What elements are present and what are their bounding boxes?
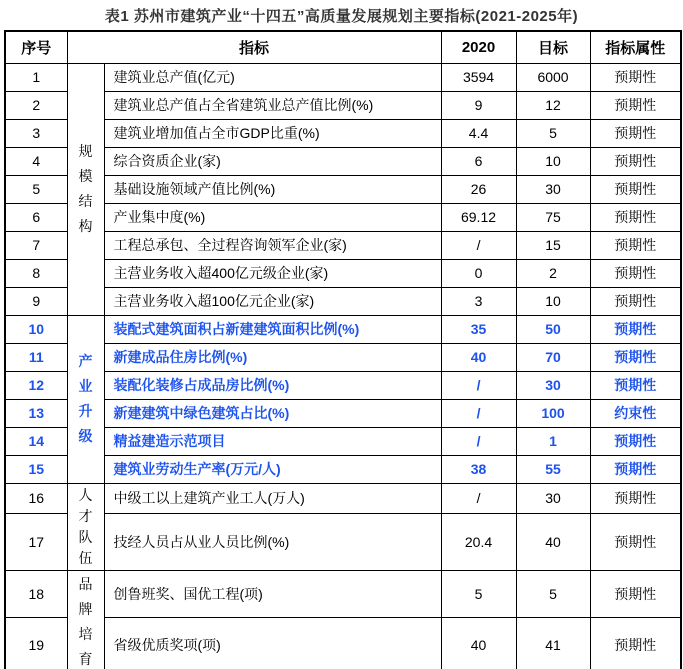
value-2020-cell: 3 [441,287,516,315]
attribute-cell: 预期性 [590,483,681,513]
table-row [5,513,681,570]
value-2020-cell: / [441,371,516,399]
attribute-cell: 预期性 [590,119,681,147]
value-2020-cell: 35 [441,315,516,343]
indicator-cell: 建筑业总产值(亿元) [104,63,441,91]
category-cell-brand-cultivation: 品牌培育 [67,570,104,669]
value-2020-cell: 6 [441,147,516,175]
attribute-cell: 预期性 [590,147,681,175]
value-2020-cell: 9 [441,91,516,119]
target-cell: 50 [516,315,590,343]
value-2020-cell: / [441,427,516,455]
attribute-cell: 预期性 [590,371,681,399]
table-row [5,371,681,399]
target-cell: 12 [516,91,590,119]
attribute-cell: 约束性 [590,399,681,427]
value-2020-cell: 40 [441,617,516,669]
target-cell: 10 [516,147,590,175]
table-row [5,147,681,175]
row-number-cell: 17 [5,513,67,570]
target-cell: 5 [516,570,590,617]
value-2020-cell: 20.4 [441,513,516,570]
category-cell-talent-team: 人才队伍 [67,483,104,570]
value-2020-cell: 38 [441,455,516,483]
attribute-cell: 预期性 [590,570,681,617]
table-row [5,427,681,455]
value-2020-cell: 4.4 [441,119,516,147]
table-row [5,483,681,513]
indicator-cell: 主营业务收入超100亿元企业(家) [104,287,441,315]
row-number-cell: 14 [5,427,67,455]
table-row [5,399,681,427]
category-cell-scale-structure: 规模结构 [67,63,104,315]
row-number-cell: 2 [5,91,67,119]
value-2020-cell: / [441,483,516,513]
indicators-table [4,30,682,669]
target-cell: 5 [516,119,590,147]
table-row [5,175,681,203]
indicator-cell: 创鲁班奖、国优工程(项) [104,570,441,617]
row-number-cell: 10 [5,315,67,343]
indicator-cell: 新建成品住房比例(%) [104,343,441,371]
attribute-cell: 预期性 [590,203,681,231]
indicator-cell: 建筑业总产值占全省建筑业总产值比例(%) [104,91,441,119]
table-row [5,119,681,147]
target-cell: 15 [516,231,590,259]
attribute-cell: 预期性 [590,315,681,343]
indicator-cell: 省级优质奖项(项) [104,617,441,669]
table-row [5,231,681,259]
indicator-cell: 精益建造示范项目 [104,427,441,455]
target-cell: 40 [516,513,590,570]
value-2020-cell: 0 [441,259,516,287]
row-number-cell: 11 [5,343,67,371]
target-cell: 30 [516,175,590,203]
row-number-cell: 9 [5,287,67,315]
target-cell: 2 [516,259,590,287]
category-cell-industry-upgrade: 产业升级 [67,315,104,483]
row-number-cell: 8 [5,259,67,287]
target-cell: 1 [516,427,590,455]
row-number-cell: 18 [5,570,67,617]
target-cell: 41 [516,617,590,669]
table-row [5,343,681,371]
table-row [5,287,681,315]
table-row [5,315,681,343]
col-header-target: 目标 [516,31,590,63]
attribute-cell: 预期性 [590,175,681,203]
row-number-cell: 15 [5,455,67,483]
value-2020-cell: 69.12 [441,203,516,231]
row-number-cell: 1 [5,63,67,91]
row-number-cell: 6 [5,203,67,231]
indicator-cell: 装配式建筑面积占新建建筑面积比例(%) [104,315,441,343]
indicator-cell: 主营业务收入超400亿元级企业(家) [104,259,441,287]
indicator-cell: 中级工以上建筑产业工人(万人) [104,483,441,513]
row-number-cell: 3 [5,119,67,147]
value-2020-cell: 5 [441,570,516,617]
table-row [5,203,681,231]
row-number-cell: 5 [5,175,67,203]
attribute-cell: 预期性 [590,513,681,570]
target-cell: 70 [516,343,590,371]
attribute-cell: 预期性 [590,259,681,287]
indicator-cell: 装配化装修占成品房比例(%) [104,371,441,399]
row-number-cell: 19 [5,617,67,669]
header-row [5,31,681,63]
table-row [5,570,681,617]
target-cell: 30 [516,371,590,399]
col-header-no: 序号 [5,31,67,63]
value-2020-cell: / [441,231,516,259]
target-cell: 6000 [516,63,590,91]
table-row [5,91,681,119]
attribute-cell: 预期性 [590,287,681,315]
attribute-cell: 预期性 [590,91,681,119]
indicator-cell: 新建建筑中绿色建筑占比(%) [104,399,441,427]
row-number-cell: 16 [5,483,67,513]
value-2020-cell: 3594 [441,63,516,91]
attribute-cell: 预期性 [590,455,681,483]
attribute-cell: 预期性 [590,343,681,371]
value-2020-cell: 26 [441,175,516,203]
target-cell: 75 [516,203,590,231]
indicator-cell: 建筑业增加值占全市GDP比重(%) [104,119,441,147]
row-number-cell: 7 [5,231,67,259]
row-number-cell: 13 [5,399,67,427]
indicator-cell: 工程总承包、全过程咨询领军企业(家) [104,231,441,259]
attribute-cell: 预期性 [590,617,681,669]
value-2020-cell: 40 [441,343,516,371]
table-row [5,455,681,483]
table-row [5,259,681,287]
target-cell: 55 [516,455,590,483]
attribute-cell: 预期性 [590,63,681,91]
col-header-2020: 2020 [441,31,516,63]
attribute-cell: 预期性 [590,231,681,259]
value-2020-cell: / [441,399,516,427]
table-row [5,617,681,669]
indicator-cell: 基础设施领域产值比例(%) [104,175,441,203]
attribute-cell: 预期性 [590,427,681,455]
row-number-cell: 12 [5,371,67,399]
indicator-cell: 技经人员占从业人员比例(%) [104,513,441,570]
col-header-attribute: 指标属性 [590,31,681,63]
indicator-cell: 建筑业劳动生产率(万元/人) [104,455,441,483]
target-cell: 30 [516,483,590,513]
indicator-cell: 产业集中度(%) [104,203,441,231]
indicator-cell: 综合资质企业(家) [104,147,441,175]
col-header-indicator: 指标 [67,31,441,63]
table-title: 表1 苏州市建筑产业“十四五”高质量发展规划主要指标(2021-2025年) [104,8,579,25]
row-number-cell: 4 [5,147,67,175]
table-row [5,63,681,91]
target-cell: 100 [516,399,590,427]
target-cell: 10 [516,287,590,315]
